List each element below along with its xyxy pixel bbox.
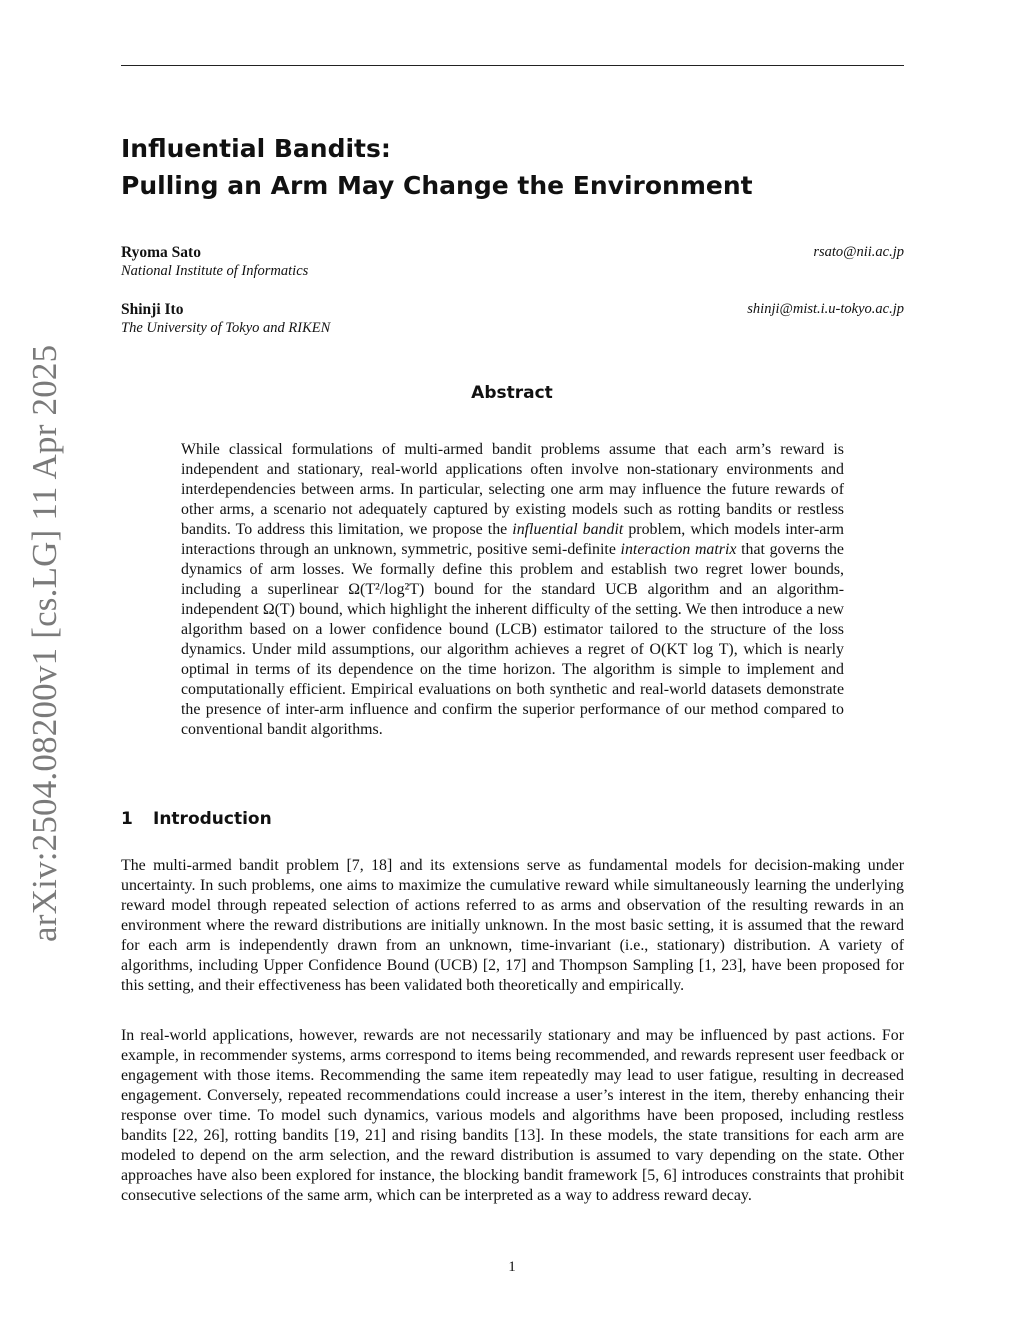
abstract-text-3: that governs the dynamics of arm losses. We formally define this problem and establish two regret lower bounds, including a superlinear Ω(T²/log²T) bound for the standard UCB algorithm and an algorithm-independent Ω(T) bound, which highlight the inherent difficulty of the setting. We then introduce a new algorithm based on a lower confidence bound (LCB) estimator tailored to the structure of the loss dynamics. Under mild assumptions, our algorithm achieves a regret of O(KT log T), which is nearly optimal in terms of its dependence on the time horizon. The algorithm is simple to implement and computationally efficient. Empirical evaluations on both synthetic and real-world datasets demonstrate the presence of inter-arm influence and confirm the superior performance of our method compared to conventional bandit algorithms. bbox=[181, 541, 844, 738]
section-number: 1 bbox=[121, 809, 133, 829]
author-name: Shinji Ito bbox=[121, 301, 184, 318]
author-email[interactable]: rsato@nii.ac.jp bbox=[813, 244, 904, 260]
section-title: Introduction bbox=[153, 809, 272, 829]
author-block-1 bbox=[121, 243, 904, 281]
arxiv-identifier: arXiv:2504.08200v1 [cs.LG] 11 Apr 2025 bbox=[25, 344, 64, 942]
author-affiliation: The University of Tokyo and RIKEN bbox=[121, 320, 331, 336]
abstract-emphasis-1: influential bandit bbox=[512, 521, 624, 538]
intro-paragraph-2: In real-world applications, however, rewards are not necessarily stationary and may be influenced by past actions. For example, in recommender systems, arms correspond to items being recommended, and rewards represent user feedback or engagement with those items. Recommending the same item repeatedly may lead to user fatigue, resulting in decreased engagement. Conversely, repeated recommendations could increase a user’s interest in the item, thereby enhancing their response over time. To model such dynamics, various models and algorithms have been proposed, including restless bandits [22, 26], rotting bandits [19, 21] and rising bandits [13]. In these models, the state transitions for each arm are modeled to depend on the arm selection, and the reward distribution is assumed to vary depending on the state. Other approaches have also been explored for instance, the blocking bandit framework [5, 6] introduces constraints that prohibit consecutive selections of the same arm, which can be interpreted as a way to address reward decay. bbox=[121, 1027, 904, 1204]
abstract-emphasis-2: interaction matrix bbox=[620, 541, 737, 558]
abstract-text-2: problem, which models inter-arm interactions through an unknown, symmetric, positive semi-definite bbox=[181, 521, 844, 558]
section-heading bbox=[121, 809, 272, 829]
author-email[interactable]: shinji@mist.i.u-tokyo.ac.jp bbox=[747, 301, 904, 317]
paper-title bbox=[121, 130, 904, 204]
title-line-2: Pulling an Arm May Change the Environment bbox=[121, 171, 753, 200]
author-block-2 bbox=[121, 300, 904, 338]
author-affiliation: National Institute of Informatics bbox=[121, 263, 309, 279]
header-rule bbox=[121, 65, 904, 66]
page-number: 1 bbox=[508, 1259, 516, 1275]
abstract-body bbox=[181, 440, 844, 740]
abstract-text-1: While classical formulations of multi-armed bandit problems assume that each arm’s reward is independent and stationary, real-world applications often involve non-stationary environments and interdependencies between arms. In particular, selecting one arm may influence the future rewards of other arms, a scenario not adequately captured by existing models such as rotting bandits or restless bandits. To address this limitation, we propose the bbox=[181, 441, 844, 538]
intro-paragraph-1: The multi-armed bandit problem [7, 18] and its extensions serve as fundamental models for decision-making under uncertainty. In such problems, one aims to maximize the cumulative reward while simultaneously learning the underlying reward model through repeated selection of actions referred to as arms and observation of the resulting rewards in an environment where the reward distributions are initially unknown. In the most basic setting, it is assumed that the reward for each arm is independently drawn from an unknown, time-invariant (i.e., stationary) distribution. A variety of algorithms, including Upper Confidence Bound (UCB) [2, 17] and Thompson Sampling [1, 23], have been proposed for this setting, and their effectiveness has been validated both theoretically and empirically. bbox=[121, 857, 904, 994]
author-name: Ryoma Sato bbox=[121, 244, 201, 261]
title-line-1: Influential Bandits: bbox=[121, 134, 391, 163]
abstract-heading: Abstract bbox=[471, 383, 553, 403]
